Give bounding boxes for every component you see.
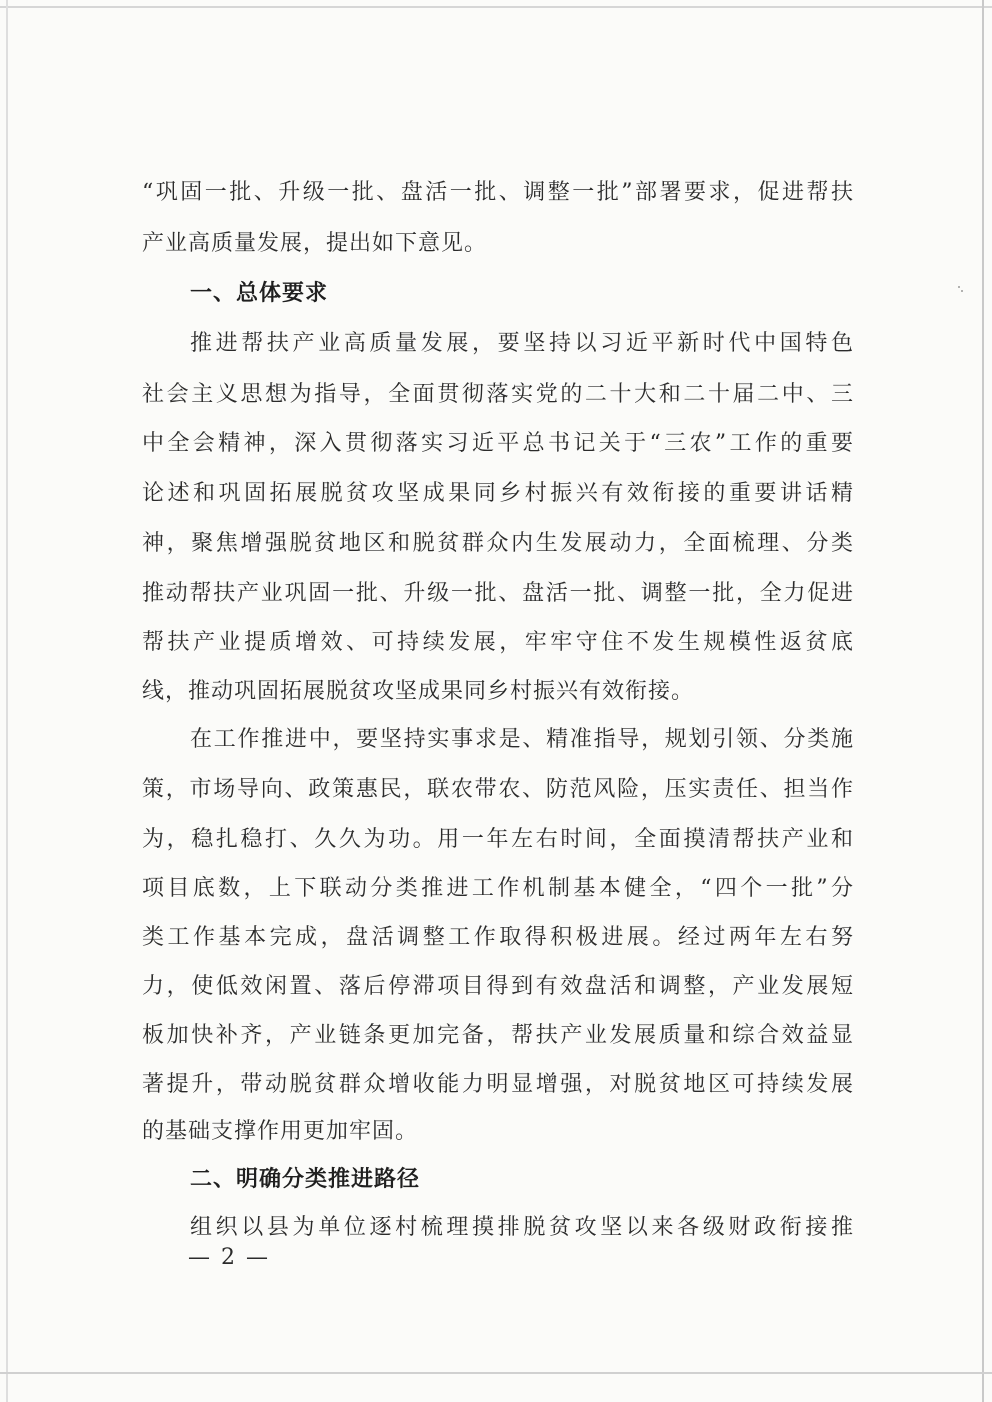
- paragraph-line: 帮扶产业提质增效、可持续发展，牢牢守住不发生规模性返贫底: [142, 630, 854, 655]
- scan-edge-bottom: [0, 1372, 992, 1374]
- paragraph-line: 策，市场导向、政策惠民，联农带农、防范风险，压实责任、担当作: [142, 777, 854, 802]
- paragraph-line: 为，稳扎稳打、久久为功。用一年左右时间，全面摸清帮扶产业和: [142, 827, 854, 852]
- paragraph-line: 神，聚焦增强脱贫地区和脱贫群众内生发展动力，全面梳理、分类: [142, 531, 854, 556]
- paragraph-line: 线，推动巩固拓展脱贫攻坚成果同乡村振兴有效衔接。: [142, 679, 695, 704]
- paragraph-line: 著提升，带动脱贫群众增收能力明显增强，对脱贫地区可持续发展: [142, 1072, 854, 1097]
- paragraph-line: 力，使低效闲置、落后停滞项目得到有效盘活和调整，产业发展短: [142, 974, 854, 999]
- paragraph-line: 的基础支撑作用更加牢固。: [142, 1119, 419, 1144]
- paragraph-line: 组织以县为单位逐村梳理摸排脱贫攻坚以来各级财政衔接推: [190, 1215, 854, 1240]
- paragraph-line: 中全会精神，深入贯彻落实习近平总书记关于“三农”工作的重要: [142, 431, 854, 456]
- scan-edge-top: [0, 6, 992, 8]
- scan-edge-left: [6, 0, 8, 1402]
- intro-line: 产业高质量发展，提出如下意见。: [142, 231, 488, 256]
- section-heading-2: 二、明确分类推进路径: [190, 1167, 421, 1192]
- paragraph-line: 推进帮扶产业高质量发展，要坚持以习近平新时代中国特色: [190, 331, 854, 356]
- scan-edge-right: [982, 0, 984, 1402]
- paragraph-line: 项目底数，上下联动分类推进工作机制基本健全，“四个一批”分: [142, 876, 854, 901]
- paragraph-line: 板加快补齐，产业链条更加完备，帮扶产业发展质量和综合效益显: [142, 1023, 854, 1048]
- paragraph-line: 类工作基本完成，盘活调整工作取得积极进展。经过两年左右努: [142, 925, 854, 950]
- intro-line: “巩固一批、升级一批、盘活一批、调整一批”部署要求，促进帮扶: [142, 180, 854, 205]
- paragraph-line: 社会主义思想为指导，全面贯彻落实党的二十大和二十届二中、三: [142, 382, 854, 407]
- scan-speck: [961, 290, 963, 292]
- paragraph-line: 在工作推进中，要坚持实事求是、精准指导，规划引领、分类施: [190, 727, 854, 752]
- page-number: — 2 —: [188, 1245, 270, 1270]
- paragraph-line: 推动帮扶产业巩固一批、升级一批、盘活一批、调整一批，全力促进: [142, 581, 854, 606]
- scan-speck: [958, 286, 960, 288]
- section-heading-1: 一、总体要求: [190, 281, 329, 306]
- paragraph-line: 论述和巩固拓展脱贫攻坚成果同乡村振兴有效衔接的重要讲话精: [142, 481, 854, 506]
